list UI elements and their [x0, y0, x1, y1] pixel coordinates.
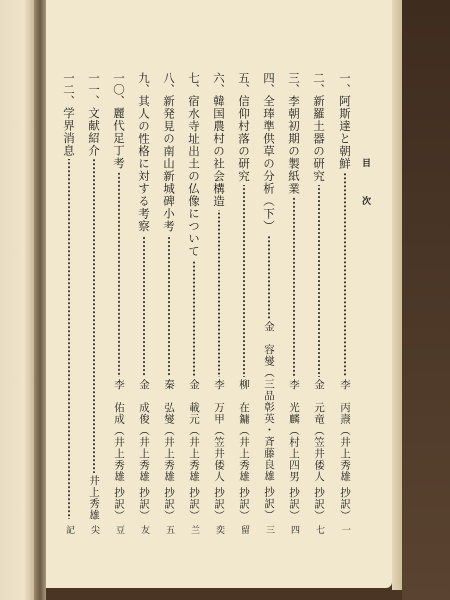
leader-dots	[235, 185, 253, 377]
entry-number: 六、	[212, 72, 226, 95]
toc-entry-3	[285, 72, 303, 534]
entry-author: 李 万甲（笠井倭人 抄訳）	[213, 378, 225, 521]
entry-author: 金 成俊（井上秀雄 抄訳）	[138, 378, 150, 521]
leader-dots	[85, 159, 103, 474]
entry-title: 新羅土器の研究	[312, 95, 326, 183]
entry-title: 李朝初期の製紙業	[287, 95, 301, 195]
entry-author: 李 佑成（井上秀雄 抄訳）	[113, 378, 125, 521]
entry-author: 金 元竜（笠井倭人 抄訳）	[313, 378, 325, 521]
entry-number: 二、	[312, 72, 326, 95]
entry-author: 柳 在鏞（井上秀雄 抄訳）	[238, 378, 250, 521]
toc-entry-9	[135, 72, 153, 534]
entry-author: 李 丙燾（井上秀雄 抄訳）	[339, 378, 351, 521]
toc-entry-11	[85, 72, 103, 534]
toc-entry-7	[185, 72, 203, 534]
left-page-edge	[0, 0, 34, 600]
entry-number: 七、	[187, 72, 201, 95]
toc-entry-2	[310, 72, 328, 534]
entry-number: 五、	[237, 72, 251, 95]
entry-title: 学界消息	[62, 106, 76, 157]
entry-page: 豆	[114, 525, 124, 534]
entry-title: 信仰村落の研究	[237, 95, 251, 183]
entry-number: 一二、	[62, 72, 76, 107]
toc-entry-10	[110, 72, 128, 534]
entry-title: 麗代足丁考	[112, 106, 126, 169]
entry-author: 秦 弘燮（井上秀雄 抄訳）	[163, 378, 175, 521]
entry-title: 全琫準供草の分析（下）	[262, 95, 276, 233]
entry-number: 四、	[262, 72, 276, 95]
entry-page: 尖	[89, 525, 99, 534]
leader-dots	[135, 235, 153, 377]
entry-page: 留	[239, 525, 249, 534]
leader-dots	[110, 171, 128, 377]
entry-page: 友	[139, 525, 149, 534]
page-stack-edge	[392, 0, 402, 590]
leader-dots	[210, 210, 228, 377]
toc-entry-4	[260, 72, 278, 534]
toc-heading: 目 次	[360, 158, 370, 215]
entry-page: 七	[314, 525, 324, 534]
entry-title: 阿斯達と朝鮮	[338, 95, 352, 170]
entry-author: 井上秀雄	[88, 475, 100, 521]
leader-dots	[60, 159, 78, 520]
entry-title: 新発見の南山新城碑小考	[162, 95, 176, 233]
entry-page: 兰	[189, 525, 199, 534]
entry-page: 奕	[214, 525, 224, 534]
entry-number: 八、	[162, 72, 176, 95]
toc-entry-1	[336, 72, 354, 534]
leader-dots	[160, 235, 178, 377]
entry-page: 五	[164, 525, 174, 534]
entry-title: 其人の性格に対する考察	[137, 95, 151, 233]
entry-number: 一、	[338, 72, 352, 95]
toc-entry-5	[235, 72, 253, 534]
entry-title: 宿水寺址出土の仏像について	[187, 95, 201, 258]
leader-dots	[336, 172, 354, 377]
entry-author: 李 光麟（村上四男 抄訳）	[288, 378, 300, 521]
entry-number: 一一、	[87, 72, 101, 107]
book-gutter	[34, 0, 46, 600]
entry-title: 韓国農村の社会構造	[212, 95, 226, 208]
entry-author: 金 載元（井上秀雄 抄訳）	[188, 378, 200, 521]
toc-entry-8	[160, 72, 178, 534]
toc-entry-6	[210, 72, 228, 534]
entry-page: 一	[340, 525, 350, 534]
leader-dots	[260, 235, 278, 320]
leader-dots	[185, 260, 203, 377]
entry-number: 九、	[137, 72, 151, 95]
entry-number: 三、	[287, 72, 301, 95]
background-surface	[402, 0, 450, 600]
entry-author: 金 容燮（三品彰英・斉藤良雄 抄訳）	[263, 321, 275, 521]
entry-page: 三	[264, 525, 274, 534]
entry-number: 一〇、	[112, 72, 126, 107]
toc-entry-12	[60, 72, 78, 534]
entry-page: 記	[64, 525, 74, 534]
entry-page: 四	[289, 525, 299, 534]
entry-title: 文献紹介	[87, 106, 101, 157]
leader-dots	[285, 197, 303, 377]
leader-dots	[310, 185, 328, 377]
